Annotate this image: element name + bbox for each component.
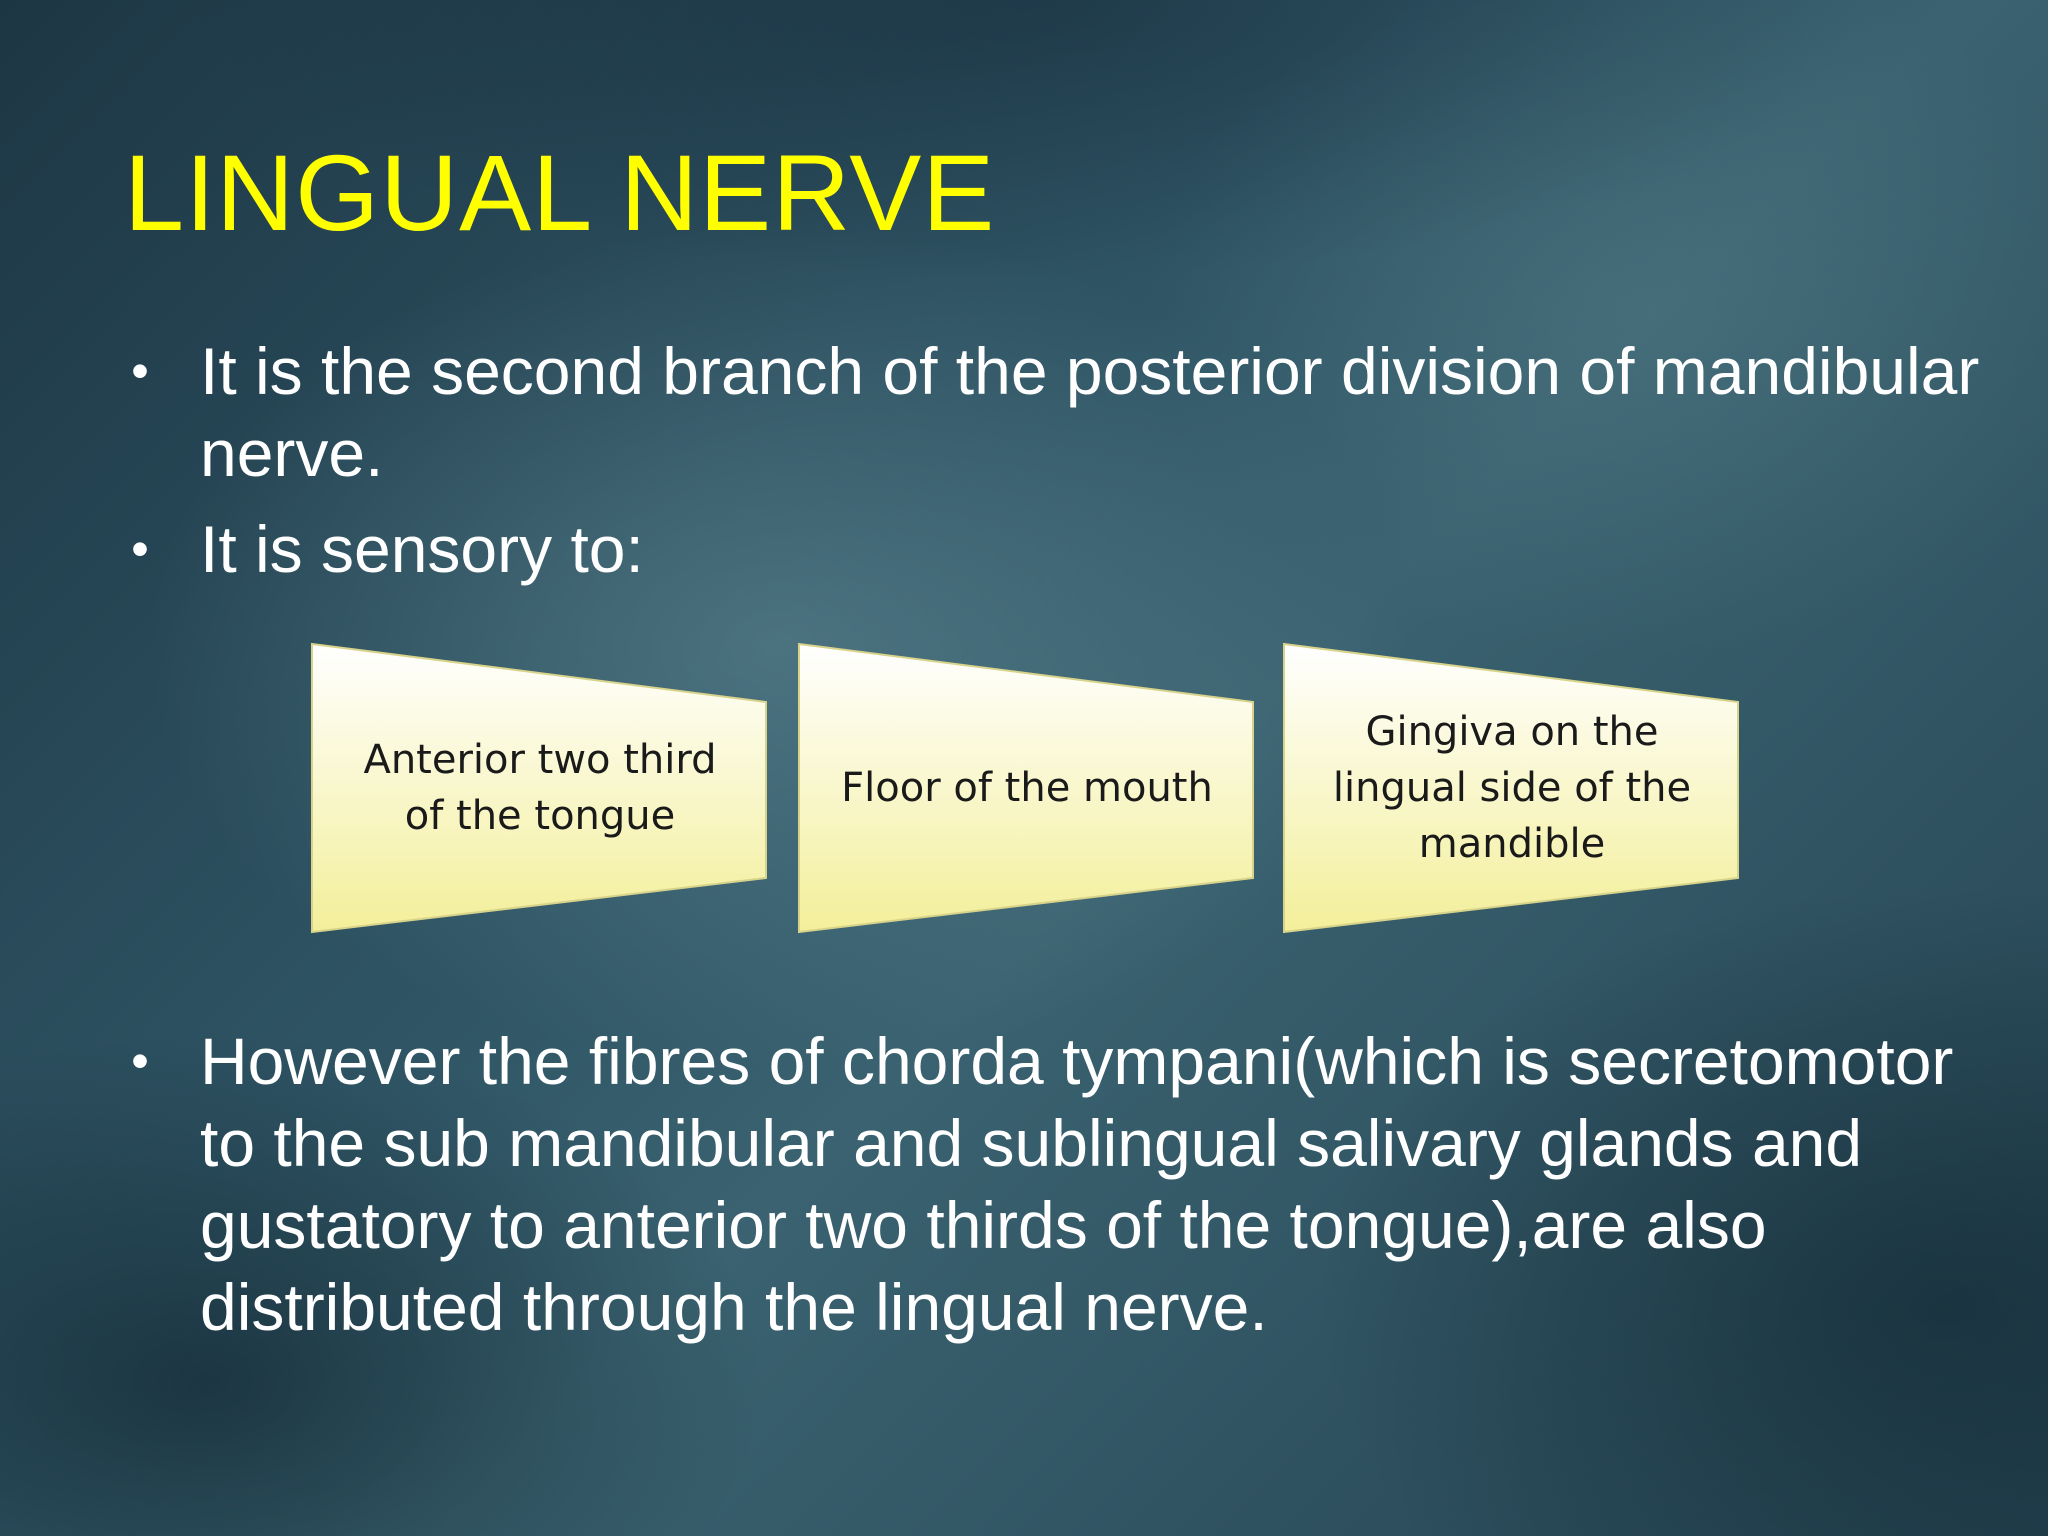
bullet-text: It is the second branch of the posterior division of mandibular nerve. [200,334,1980,490]
bullet-item [120,1020,1980,1348]
target-box-label: Anterior two third of the tongue [363,736,717,839]
slide-title: LINGUAL NERVE [124,132,996,253]
target-box-label: Gingiva on the lingual side of the mandible [1332,708,1692,867]
bullet-dot-icon: • [131,343,149,399]
target-box-gingiva [1282,640,1742,935]
bullet-text: It is sensory to: [200,512,644,586]
bullet-list-bottom [120,1020,1980,1362]
target-box-floor [797,640,1257,935]
bullet-dot-icon: • [131,1033,149,1089]
target-box-label: Floor of the mouth [841,764,1213,811]
bullet-text: However the fibres of chorda tympani(which is secretomotor to the sub mandibular and sublingual salivary glands and gustatory to anterior two thirds of the tongue),are also distributed through the lingual nerve. [200,1024,1954,1344]
bullet-dot-icon: • [131,521,149,577]
target-box-tongue [310,640,770,935]
